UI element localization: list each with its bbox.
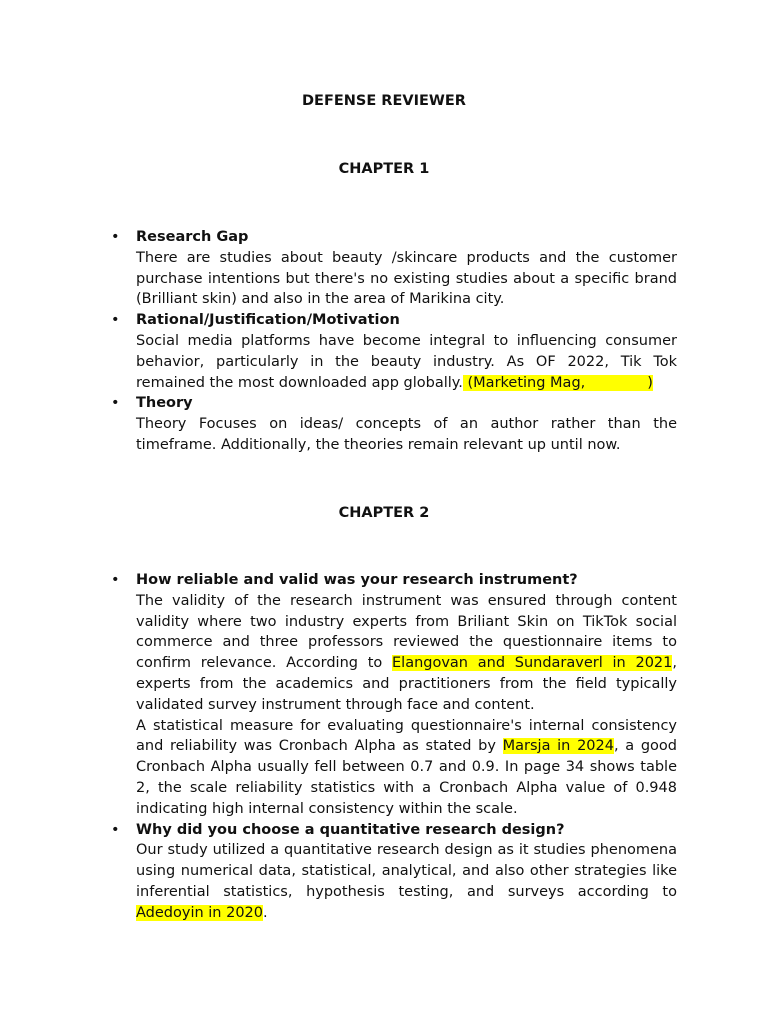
- item-heading: Rational/Justification/Motivation: [136, 312, 400, 329]
- citation-highlight-gap: [585, 375, 647, 391]
- citation-highlight-close: ): [647, 374, 653, 391]
- citation-highlight: (Marketing Mag,: [462, 374, 586, 391]
- paragraph-text: , experts from the academics and practitioners from the field typically validated survey instrument through face and content.: [136, 655, 677, 713]
- item-paragraph: [136, 840, 677, 923]
- list-item-quantitative: [111, 820, 677, 924]
- bullet-icon: •: [111, 395, 120, 412]
- paragraph-text: Our study utilized a quantitative research design as it studies phenomena using numerical data, statistical, analytical, and also other strategies like inferential statistics, hypothesis testing, and surveys according to: [136, 842, 677, 900]
- bullet-icon: •: [111, 821, 120, 838]
- citation-highlight: Elangovan and Sundaraverl in 2021: [392, 655, 673, 672]
- chapter-1-heading: CHAPTER 1: [338, 161, 430, 177]
- list-item-theory: [111, 393, 677, 455]
- list-item-rationale: [111, 310, 677, 393]
- list-item-reliability: [111, 570, 677, 820]
- paragraph-text: The validity of the research instrument was ensured through content validity where two industry experts from Briliant Skin on TikTok social commerce and three professors reviewed the questionnaire items to confirm relevance. According to: [136, 592, 677, 672]
- citation-highlight: Marsja in 2024: [502, 738, 614, 755]
- chapter-1-list: [111, 227, 677, 456]
- bullet-icon: •: [111, 312, 120, 329]
- item-paragraph: There are studies about beauty /skincare products and the customer purchase intentions but there's no existing studies about a specific brand (Brilliant skin) and also in the area of Marikina city.: [136, 249, 677, 308]
- paragraph-text: .: [263, 904, 268, 921]
- item-heading: How reliable and valid was your research instrument?: [136, 572, 578, 588]
- chapter-2-list: [111, 570, 677, 924]
- item-heading: Theory: [136, 395, 193, 412]
- citation-highlight: Adedoyin in 2020: [136, 904, 264, 921]
- item-paragraph: [136, 331, 677, 393]
- paragraph-text: A statistical measure for evaluating questionnaire's internal consistency and reliability was Cronbach Alpha as stated by: [136, 717, 677, 755]
- paragraph-text: Social media platforms have become integral to influencing consumer behavior, particularly in the beauty industry. As OF 2022, Tik Tok remained the most downloaded app globally.: [136, 332, 677, 391]
- document-title: DEFENSE REVIEWER: [302, 93, 466, 109]
- list-item-research-gap: [111, 227, 677, 310]
- chapter-2-heading: CHAPTER 2: [338, 505, 430, 521]
- item-heading: Why did you choose a quantitative research design?: [136, 821, 565, 838]
- bullet-icon: •: [111, 229, 120, 245]
- paragraph-text: , a good Cronbach Alpha usually fell between 0.7 and 0.9. In page 34 shows table 2, the scale reliability statistics with a Cronbach Alpha value of 0.948 indicating high internal consistency within the scale.: [136, 738, 677, 817]
- item-paragraph: [136, 716, 677, 820]
- bullet-icon: •: [111, 572, 120, 588]
- item-paragraph: [136, 591, 677, 716]
- item-paragraph: Theory Focuses on ideas/ concepts of an author rather than the timeframe. Additionally, the theories remain relevant up until now.: [136, 416, 677, 453]
- item-heading: Research Gap: [136, 229, 249, 245]
